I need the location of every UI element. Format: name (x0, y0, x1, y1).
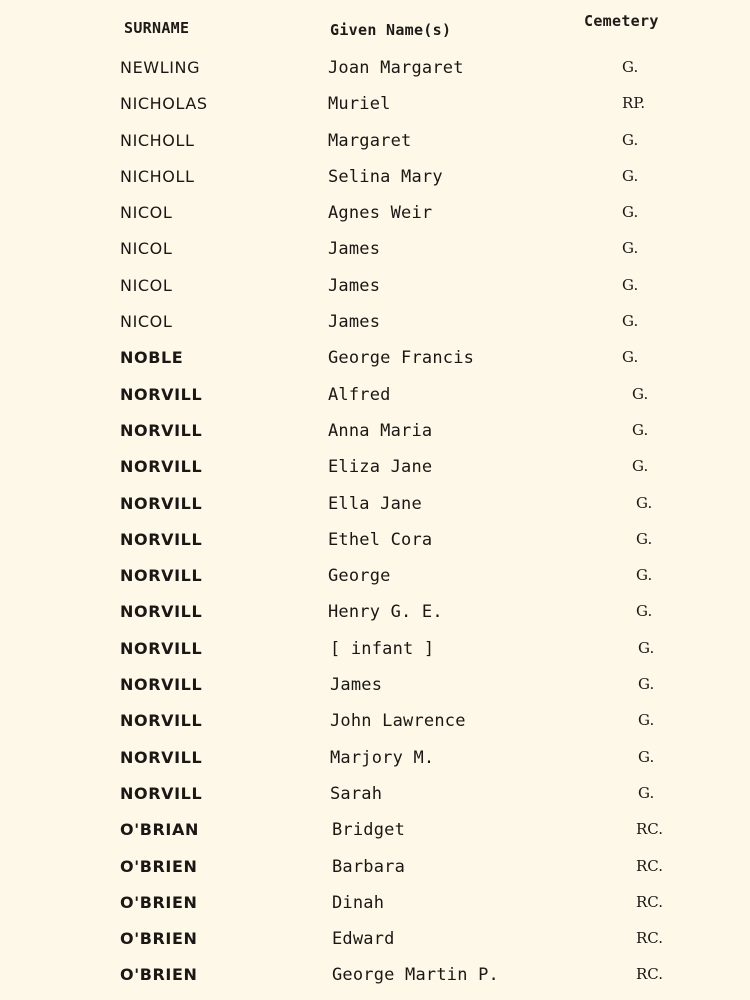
surname-cell: O'BRIEN (120, 892, 198, 912)
cemetery-cell: RC. (636, 965, 664, 984)
table-row (0, 524, 750, 560)
table-row (0, 451, 750, 487)
surname-cell: NORVILL (120, 783, 203, 803)
surname-cell: O'BRIEN (120, 929, 198, 949)
surname-cell: NICOL (120, 275, 173, 295)
given-names-cell: Margaret (328, 130, 412, 151)
given-names-cell: Eliza Jane (328, 457, 433, 478)
table-row (0, 851, 750, 887)
surname-cell: NEWLING (120, 58, 201, 77)
cemetery-cell: RC. (636, 929, 664, 948)
given-names-cell: Anna Maria (328, 420, 433, 441)
table-row (0, 270, 750, 306)
table-row (0, 778, 750, 814)
surname-cell: NORVILL (120, 529, 203, 549)
cemetery-cell: G. (622, 312, 639, 331)
cemetery-cell: G. (622, 239, 639, 258)
given-names-cell: Alfred (328, 384, 391, 405)
table-row (0, 306, 750, 342)
cemetery-cell: G. (636, 602, 653, 621)
given-names-cell: [ infant ] (330, 638, 435, 659)
cemetery-cell: G. (636, 566, 653, 585)
cemetery-cell: G. (622, 348, 639, 367)
cemetery-cell: G. (636, 493, 653, 512)
table-row (0, 669, 750, 705)
cemetery-cell: G. (638, 711, 655, 730)
table-row (0, 125, 750, 161)
given-names-cell: George (328, 566, 391, 587)
cemetery-cell: G. (622, 275, 639, 294)
cemetery-cell: G. (632, 384, 649, 403)
surname-cell: NICOL (120, 239, 173, 259)
burial-list (0, 52, 750, 996)
cemetery-cell: G. (638, 783, 655, 802)
given-names-cell: George Martin P. (332, 965, 499, 986)
cemetery-cell: G. (638, 747, 655, 766)
given-names-cell: Edward (332, 929, 395, 950)
surname-cell: NORVILL (120, 420, 203, 440)
surname-cell: NORVILL (120, 675, 203, 695)
given-names-cell: John Lawrence (330, 711, 466, 732)
cemetery-cell: G. (622, 203, 639, 222)
surname-cell: NORVILL (120, 384, 203, 404)
given-names-cell: Ethel Cora (328, 529, 433, 550)
given-names-cell: Joan Margaret (328, 58, 464, 78)
given-names-cell: Sarah (330, 783, 383, 804)
cemetery-cell: RC. (636, 892, 664, 911)
table-row (0, 197, 750, 233)
header-surname: SURNAME (124, 19, 190, 37)
table-row (0, 560, 750, 596)
cemetery-cell: G. (622, 58, 639, 76)
surname-cell: NORVILL (120, 638, 203, 658)
table-row (0, 161, 750, 197)
table-row (0, 379, 750, 415)
cemetery-cell: G. (622, 166, 639, 185)
table-row (0, 705, 750, 741)
table-row (0, 596, 750, 632)
surname-cell: NORVILL (120, 493, 203, 513)
surname-cell: NORVILL (120, 602, 203, 622)
cemetery-cell: G. (638, 675, 655, 694)
table-row (0, 633, 750, 669)
header-cemetery: Cemetery (584, 12, 659, 30)
cemetery-cell: RC. (636, 856, 664, 875)
cemetery-cell: RC. (636, 820, 664, 839)
cemetery-cell: G. (622, 130, 639, 149)
given-names-cell: Selina Mary (328, 166, 443, 187)
given-names-cell: Henry G. E. (328, 602, 443, 623)
cemetery-cell: G. (632, 420, 649, 439)
surname-cell: NOBLE (120, 348, 184, 368)
table-row (0, 959, 750, 995)
given-names-cell: Muriel (328, 94, 391, 115)
table-row (0, 342, 750, 378)
table-row (0, 923, 750, 959)
surname-cell: NICOL (120, 203, 173, 223)
given-names-cell: George Francis (328, 348, 475, 369)
surname-cell: NORVILL (120, 566, 203, 586)
table-row (0, 488, 750, 524)
given-names-cell: Ella Jane (328, 493, 422, 514)
surname-cell: NICHOLL (120, 166, 195, 186)
given-names-cell: Barbara (332, 856, 406, 877)
surname-cell: NORVILL (120, 457, 203, 477)
table-row (0, 887, 750, 923)
given-names-cell: James (328, 239, 381, 260)
table-row (0, 88, 750, 124)
given-names-cell: Marjory M. (330, 747, 435, 768)
table-row (0, 742, 750, 778)
surname-cell: NORVILL (120, 747, 203, 767)
given-names-cell: James (328, 312, 381, 333)
given-names-cell: Bridget (332, 820, 406, 841)
given-names-cell: James (330, 675, 383, 696)
cemetery-cell: RP. (622, 94, 646, 113)
cemetery-cell: G. (632, 457, 649, 476)
given-names-cell: Dinah (332, 892, 385, 913)
table-row (0, 52, 750, 88)
given-names-cell: Agnes Weir (328, 203, 433, 224)
surname-cell: NORVILL (120, 711, 203, 731)
surname-cell: O'BRIEN (120, 965, 198, 985)
table-row (0, 814, 750, 850)
surname-cell: NICHOLAS (120, 94, 208, 114)
surname-cell: O'BRIAN (120, 820, 199, 840)
given-names-cell: James (328, 275, 381, 296)
surname-cell: NICHOLL (120, 130, 195, 150)
header-given-names: Given Name(s) (330, 21, 452, 39)
surname-cell: O'BRIEN (120, 856, 198, 876)
cemetery-cell: G. (636, 529, 653, 548)
cemetery-cell: G. (638, 638, 655, 657)
table-row (0, 233, 750, 269)
surname-cell: NICOL (120, 312, 173, 332)
table-row (0, 415, 750, 451)
